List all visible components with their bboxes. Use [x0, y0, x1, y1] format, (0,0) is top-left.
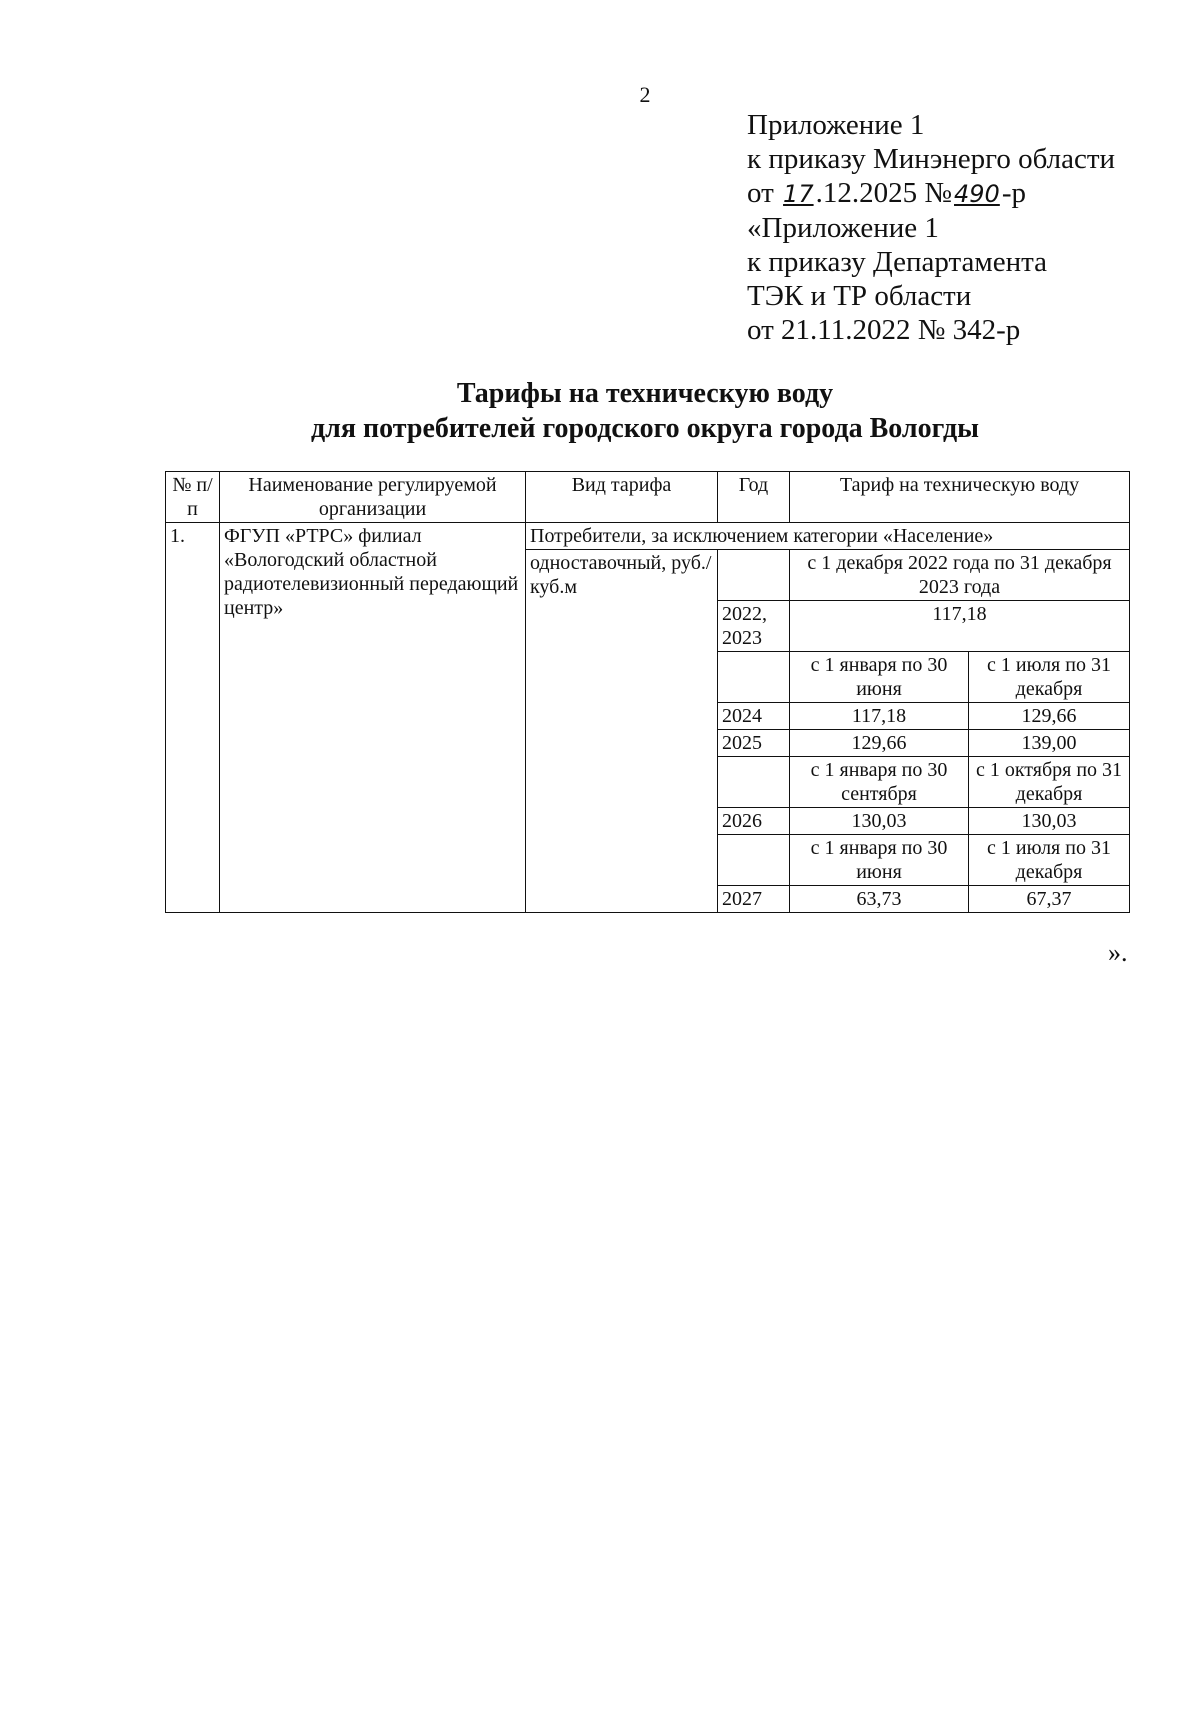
- table-row: [166, 523, 1130, 550]
- tariff-type: одноставочный, руб./куб.м: [526, 550, 718, 913]
- period-cell: с 1 июля по 31 декабря: [969, 835, 1130, 886]
- appendix-line: к приказу Департамента: [747, 246, 1048, 278]
- header-num: № п/п: [166, 472, 220, 523]
- period-cell: с 1 декабря 2022 года по 31 декабря 2023 года: [790, 550, 1130, 601]
- year-cell: [718, 550, 790, 601]
- appendix-prefix: от: [747, 177, 782, 209]
- handwritten-day: 17: [783, 180, 814, 208]
- year-cell: [718, 652, 790, 703]
- header-tariff: Тариф на техническую воду: [790, 472, 1130, 523]
- period-cell: с 1 января по 30 сентября: [790, 757, 969, 808]
- appendix-order-line: [747, 176, 1115, 211]
- year-cell: 2025: [718, 730, 790, 757]
- tariff-value: 129,66: [790, 730, 969, 757]
- year-cell: 2027: [718, 886, 790, 913]
- appendix-line: к приказу Минэнерго области: [747, 143, 1116, 175]
- year-cell: [718, 835, 790, 886]
- year-cell: 2026: [718, 808, 790, 835]
- appendix-line: «Приложение 1: [747, 212, 939, 244]
- table-header-row: [166, 472, 1130, 523]
- tariff-value: 117,18: [790, 703, 969, 730]
- period-cell: с 1 января по 30 июня: [790, 652, 969, 703]
- year-cell: [718, 757, 790, 808]
- appendix-block: [747, 108, 1115, 347]
- consumer-category: Потребители, за исключением категории «Население»: [526, 523, 1130, 550]
- title-line-2: для потребителей городского округа города Вологды: [311, 413, 979, 444]
- appendix-line: от 21.11.2022 № 342-р: [747, 314, 1021, 346]
- appendix-date: .12.2025 №: [815, 177, 953, 209]
- row-number: 1.: [166, 523, 220, 913]
- tariff-value: 67,37: [969, 886, 1130, 913]
- tariff-table: [165, 471, 1130, 913]
- tariff-value: 139,00: [969, 730, 1130, 757]
- tariff-value: 130,03: [790, 808, 969, 835]
- org-name: ФГУП «РТРС» филиал «Вологодский областной радиотелевизионный передающий центр»: [220, 523, 526, 913]
- tariff-value: 130,03: [969, 808, 1130, 835]
- year-cell: 2024: [718, 703, 790, 730]
- tariff-value: 63,73: [790, 886, 969, 913]
- appendix-line: Приложение 1: [747, 109, 925, 141]
- tariff-value: 117,18: [790, 601, 1130, 652]
- page-number: 2: [639, 82, 651, 107]
- year-cell: 2022, 2023: [718, 601, 790, 652]
- period-cell: с 1 октября по 31 декабря: [969, 757, 1130, 808]
- period-cell: с 1 июля по 31 декабря: [969, 652, 1130, 703]
- document-title: [0, 376, 1200, 446]
- header-year: Год: [718, 472, 790, 523]
- tariff-value: 129,66: [969, 703, 1130, 730]
- handwritten-order-number: 490: [954, 180, 1000, 208]
- title-line-1: Тарифы на техническую воду: [456, 378, 834, 409]
- period-cell: с 1 января по 30 июня: [790, 835, 969, 886]
- appendix-line: ТЭК и ТР области: [747, 280, 972, 312]
- header-type: Вид тарифа: [526, 472, 718, 523]
- closing-quote: ».: [1108, 938, 1128, 967]
- appendix-suffix: -р: [1001, 177, 1026, 209]
- header-org: Наименование регулируемой организации: [220, 472, 526, 523]
